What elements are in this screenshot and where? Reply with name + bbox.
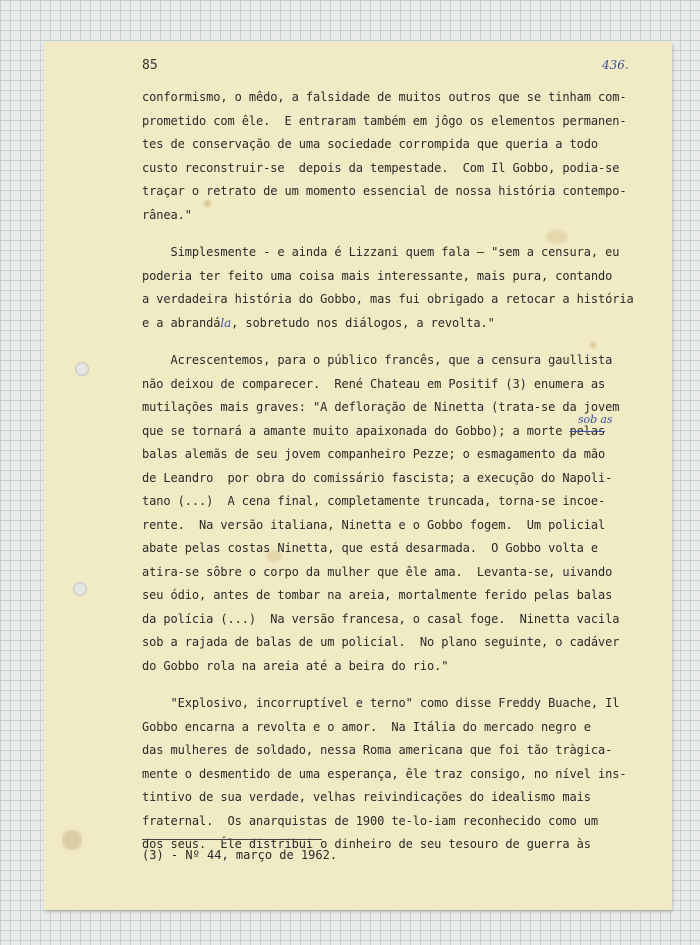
body-text — [142, 86, 652, 857]
text-fragment: que se tornará a amante muito apaixonada do Gobbo); a morte — [142, 423, 570, 438]
text-fragment: , sobretudo nos diálogos, a revolta." — [231, 315, 495, 330]
text-line: custo reconstruir-se depois da tempestade. Com Il Gobbo, podia-se — [142, 160, 620, 175]
text-line: conformismo, o mêdo, a falsidade de muitos outros que se tinham com- — [142, 90, 627, 104]
text-line: sob a rajada de balas de um policial. No plano seguinte, o cadáver — [142, 635, 620, 649]
text-line: prometido com êle. E entraram também em jôgo os elementos permanen- — [142, 113, 627, 128]
punch-hole — [75, 362, 89, 376]
handwritten-insertion: la — [220, 315, 232, 330]
text-line: abate pelas costas Ninetta, que está desarmada. O Gobbo volta e — [142, 541, 598, 555]
text-line: Gobbo encarna a revolta e o amor. Na Itália do mercado negro e — [142, 719, 591, 734]
text-line: tintivo de sua verdade, velhas reivindicações do idealismo mais — [142, 790, 591, 804]
stain — [62, 830, 82, 850]
footnote: (3) - Nº 44, março de 1962. — [142, 848, 338, 862]
handwritten-correction: sob as — [578, 412, 613, 426]
text-line: traçar o retrato de um momento essencial de nossa história contempo- — [142, 184, 627, 198]
text-line: das mulheres de soldado, nessa Roma americana que foi tão tràgica- — [142, 743, 613, 757]
handwritten-page-number: 436. — [602, 58, 629, 72]
text-line: seu ódio, antes de tombar na areia, mortalmente ferido pelas balas — [142, 588, 613, 602]
text-line: mente o desmentido de uma esperança, êle traz consigo, no nível ins- — [142, 766, 627, 781]
text-line — [142, 312, 652, 336]
text-line: "Explosivo, incorruptível e terno" como disse Freddy Buache, Il — [142, 696, 620, 710]
text-fragment: e a abrandá — [142, 315, 221, 330]
text-line: a verdadeira história do Gobbo, mas fui obrigado a retocar a história — [142, 292, 634, 306]
text-line — [142, 412, 652, 444]
page-number: 85 — [142, 58, 158, 73]
text-line: atira-se sôbre o corpo da mulher que êle ama. Levanta-se, uivando — [142, 564, 613, 579]
punch-hole — [73, 582, 87, 596]
text-line: Simplesmente - e ainda é Lizzani quem fala — "sem a censura, eu — [142, 245, 620, 259]
text-line: da polícia (...) Na versão francesa, o casal foge. Ninetta vacila — [142, 611, 620, 626]
text-line: poderia ter feito uma coisa mais interessante, mais pura, contando — [142, 268, 613, 283]
text-line: tes de conservação de uma sociedade corrompida que queria a todo — [142, 137, 598, 151]
paragraph-gap — [142, 678, 652, 692]
text-line: dos seus. Êle distribui o dinheiro de seu tesouro de guerra às — [142, 837, 591, 851]
footnote-rule — [142, 839, 322, 840]
struck-word: pelas — [569, 423, 606, 438]
paper-sheet — [44, 42, 672, 910]
paragraph-gap — [142, 227, 652, 241]
text-line: do Gobbo rola na areia até a beira do rio." — [142, 658, 449, 673]
text-line: não deixou de comparecer. René Chateau em Positif (3) enumera as — [142, 376, 606, 391]
text-line: de Leandro por obra do comissário fascista; a execução do Napoli- — [142, 470, 613, 485]
text-line: rente. Na versão italiana, Ninetta e o Gobbo fogem. Um policial — [142, 517, 606, 532]
text-line: rânea." — [142, 207, 192, 222]
text-line: mutilações mais graves: "A defloração de Ninetta (trata-se da jovem — [142, 400, 620, 414]
text-line: balas alemãs de seu jovem companheiro Pezze; o esmagamento da mão — [142, 447, 606, 461]
text-line: fraternal. Os anarquistas de 1900 te-lo-iam reconhecido como um — [142, 813, 598, 828]
text-line: tano (...) A cena final, completamente truncada, torna-se incoe- — [142, 494, 606, 508]
text-line: Acrescentemos, para o público francês, que a censura gaullista — [142, 353, 613, 367]
paragraph-gap — [142, 335, 652, 349]
